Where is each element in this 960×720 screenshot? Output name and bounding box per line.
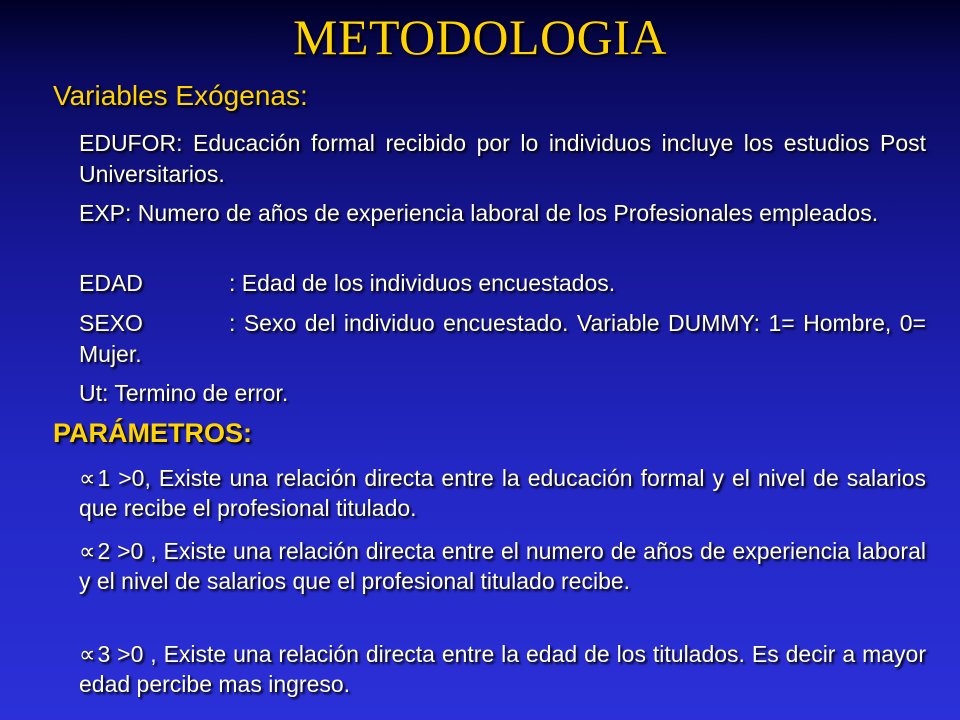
parameter-2-text: 2 >0 , Existe una relación directa entre el numero de años de experiencia laboral y el nivel de salarios que el profesional titulado recibe. — [79, 538, 926, 594]
variable-sexo — [79, 308, 926, 370]
proportional-symbol-icon: ∝ — [79, 641, 96, 667]
parameter-3 — [79, 639, 926, 699]
parameter-3-text: 3 >0 , Existe una relación directa entre la edad de los titulados. Es decir a mayor edad percibe mas ingreso. — [79, 641, 926, 697]
proportional-symbol-icon: ∝ — [79, 538, 96, 564]
section-heading-parametros: PARÁMETROS: — [53, 418, 252, 448]
proportional-symbol-icon: ∝ — [79, 465, 96, 491]
section-heading-variables: Variables Exógenas: — [53, 80, 308, 111]
variable-sexo-text: : Sexo del individuo encuestado. Variable DUMMY: 1= Hombre, 0= Mujer. — [79, 310, 926, 367]
parameter-1-text: 1 >0, Existe una relación directa entre la educación formal y el nivel de salarios que recibe el profesional titulado. — [79, 465, 926, 521]
variable-ut: Ut: Termino de error. — [79, 380, 289, 406]
parameter-1 — [79, 463, 926, 523]
variable-sexo-label: SEXO — [79, 310, 143, 336]
variable-edad-label: EDAD — [79, 270, 143, 296]
variable-edad — [79, 268, 926, 299]
variable-edufor: EDUFOR: Educación formal recibido por lo individuos incluye los estudios Post Universitarios. — [79, 130, 926, 187]
slide-title: METODOLOGIA — [293, 9, 667, 65]
parameter-2 — [79, 536, 926, 596]
variable-edad-text: : Edad de los individuos encuestados. — [229, 270, 616, 296]
variable-exp: EXP: Numero de años de experiencia laboral de los Profesionales empleados. — [79, 200, 879, 226]
